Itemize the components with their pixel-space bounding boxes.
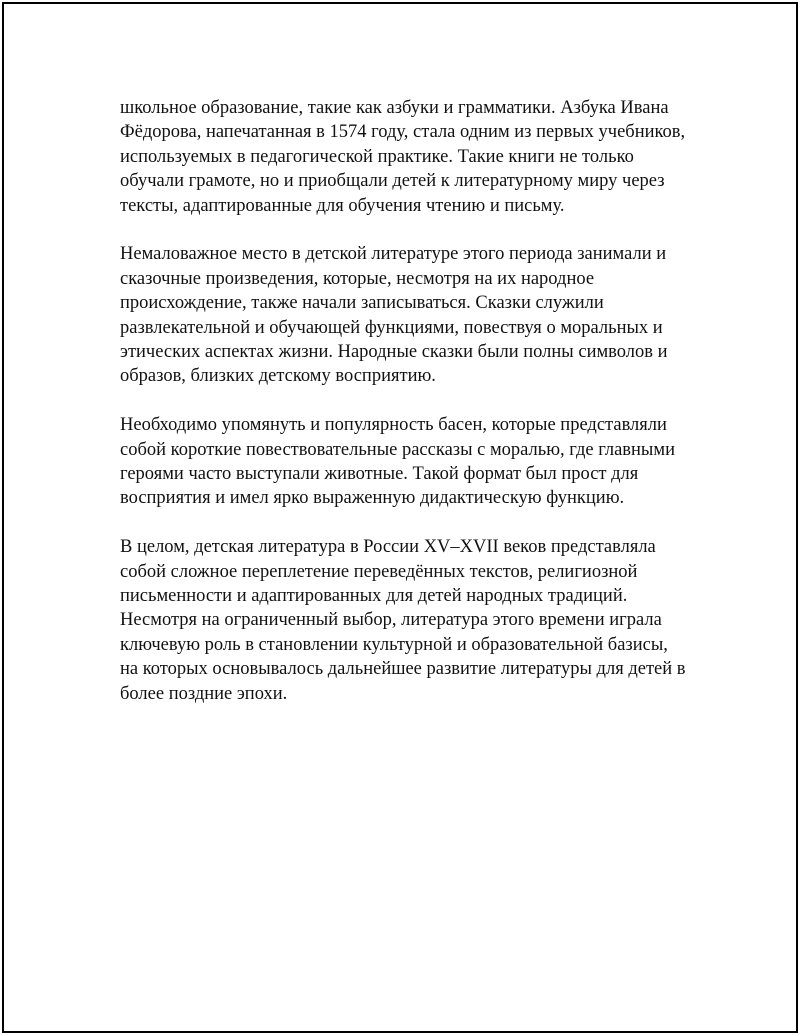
document-body xyxy=(120,96,700,731)
text-line: ключевую роль в становлении культурной и образовательной базисы, xyxy=(120,634,668,655)
text-line: образов, близких детскому восприятию. xyxy=(120,366,436,387)
text-line: восприятия и имел ярко выраженную дидактическую функцию. xyxy=(120,488,625,509)
text-line: на которых основывалось дальнейшее развитие литературы для детей в xyxy=(120,659,686,680)
paragraph-2 xyxy=(120,242,700,388)
text-line: этических аспектах жизни. Народные сказки были полны символов и xyxy=(120,342,668,363)
text-line: используемых в педагогической практике. Такие книги не только xyxy=(120,146,634,167)
text-line: сказочные произведения, которые, несмотря на их народное xyxy=(120,268,595,289)
text-line: Несмотря на ограниченный выбор, литература этого времени играла xyxy=(120,610,662,631)
text-line: В целом, детская литература в России XV–XVII веков представляла xyxy=(120,537,656,558)
text-line: происхождение, также начали записываться. Сказки служили xyxy=(120,293,604,314)
text-line: тексты, адаптированные для обучения чтению и письму. xyxy=(120,195,565,216)
document-page xyxy=(2,2,798,1033)
paragraph-4 xyxy=(120,535,700,706)
paragraph-3 xyxy=(120,413,700,511)
text-line: школьное образование, такие как азбуки и грамматики. Азбука Ивана xyxy=(120,98,669,118)
text-line: Фёдорова, напечатанная в 1574 году, стала одним из первых учебников, xyxy=(120,122,686,143)
text-line: обучали грамоте, но и приобщали детей к литературному миру через xyxy=(120,171,665,192)
paragraph-1 xyxy=(120,96,700,218)
text-line: развлекательной и обучающей функциями, повествуя о моральных и xyxy=(120,317,663,338)
text-line: героями часто выступали животные. Такой формат был прост для xyxy=(120,464,639,485)
text-line: Необходимо упомянуть и популярность басен, которые представляли xyxy=(120,415,667,436)
text-line: письменности и адаптированных для детей народных традиций. xyxy=(120,586,628,607)
text-line: Немаловажное место в детской литературе этого периода занимали и xyxy=(120,244,667,265)
text-line: более поздние эпохи. xyxy=(120,683,288,704)
text-line: собой сложное переплетение переведённых текстов, религиозной xyxy=(120,561,638,582)
text-line: собой короткие повествовательные рассказы с моралью, где главными xyxy=(120,439,675,460)
